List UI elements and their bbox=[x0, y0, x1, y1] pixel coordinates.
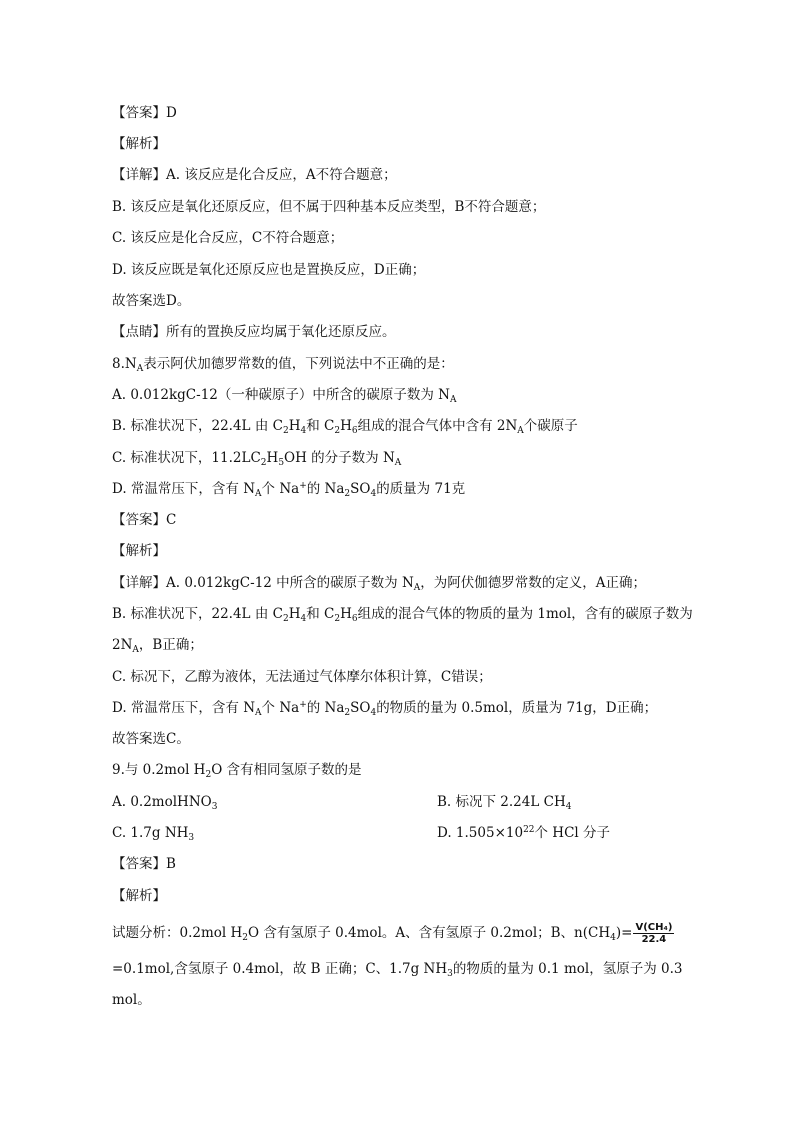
subscript: 3 bbox=[447, 969, 453, 979]
q9-option-d bbox=[437, 824, 610, 842]
detail-text: B. 该反应是氧化还原反应，但不属于四种基本反应类型，B不符合题意； bbox=[112, 199, 546, 215]
explanation-text: O 含有氢原子 0.4mol。A、含有氢原子 0.2mol；B、n(CH bbox=[248, 925, 611, 941]
subscript: A bbox=[394, 458, 402, 468]
option-text: H bbox=[288, 418, 301, 434]
analysis-label: 【解析】 bbox=[112, 543, 166, 559]
subscript: 4 bbox=[610, 933, 616, 943]
q9-explanation-3 bbox=[112, 991, 151, 1009]
subscript: 2 bbox=[334, 426, 341, 436]
subscript: 6 bbox=[351, 614, 358, 624]
option-text: D. 常温常压下，含有 N bbox=[112, 481, 256, 497]
superscript: 22 bbox=[523, 825, 535, 835]
stem-text: O 含有相同氢原子数的是 bbox=[211, 762, 362, 778]
answer-label: 【答案】B bbox=[112, 856, 176, 872]
option-text: H bbox=[340, 418, 352, 434]
detail-text: 个 Na bbox=[261, 700, 300, 716]
answer-label: 【答案】D bbox=[112, 105, 177, 121]
fraction-denominator: 22.4 bbox=[641, 934, 667, 945]
superscript: + bbox=[299, 700, 307, 710]
detail-text: C. 该反应是化合反应，C不符合题意； bbox=[112, 230, 344, 246]
option-text: C. 标准状况下，11.2LC bbox=[112, 450, 261, 466]
q7-answer bbox=[112, 104, 177, 122]
q8-analysis bbox=[112, 542, 166, 560]
option-text: B. 标准状况下，22.4L 由 C bbox=[112, 418, 283, 434]
subscript: 2 bbox=[260, 458, 267, 468]
stem-text: 表示阿伏加德罗常数的值，下列说法中不正确的是： bbox=[143, 356, 454, 372]
explanation-text: mol。 bbox=[112, 992, 151, 1008]
subscript: A bbox=[136, 364, 144, 374]
subscript: 2 bbox=[344, 708, 351, 718]
detail-text: 和 C bbox=[306, 606, 335, 622]
option-text: 和 C bbox=[306, 418, 335, 434]
detail-text: 2N bbox=[112, 637, 133, 653]
option-text: SO bbox=[350, 481, 371, 497]
option-text: 的 Na bbox=[306, 481, 345, 497]
option-text: A. 0.2molHNO bbox=[112, 794, 212, 810]
q7-detail-d bbox=[112, 261, 425, 279]
subscript: 5 bbox=[278, 458, 285, 468]
subscript: 4 bbox=[370, 708, 377, 718]
option-text: A. 0.012kgC-12（一种碳原子）中所含的碳原子数为 N bbox=[112, 387, 450, 403]
explanation-text: )= bbox=[615, 925, 633, 941]
analysis-label: 【解析】 bbox=[112, 136, 166, 152]
subscript: A bbox=[449, 395, 457, 405]
detail-text: H bbox=[340, 606, 352, 622]
answer-label: 【答案】C bbox=[112, 512, 177, 528]
q9-stem bbox=[112, 761, 362, 779]
q8-conclusion bbox=[112, 730, 190, 748]
subscript: 2 bbox=[282, 426, 289, 436]
explanation-text: 的物质的量为 0.1 mol，氢原子为 0.3 bbox=[452, 961, 683, 977]
q7-detail-b bbox=[112, 198, 545, 216]
subscript: A bbox=[517, 426, 524, 436]
detail-text: 的物质的量为 0.5mol，质量为 71g，D正确； bbox=[376, 700, 658, 716]
q8-stem bbox=[112, 355, 454, 373]
option-text: H bbox=[266, 450, 279, 466]
q8-detail-a bbox=[112, 574, 646, 592]
detail-text: ，B正确； bbox=[138, 637, 203, 653]
subscript: 4 bbox=[300, 614, 307, 624]
q7-detail-c bbox=[112, 229, 343, 247]
subscript: A bbox=[255, 489, 262, 499]
q7-conclusion bbox=[112, 292, 190, 310]
q7-detail-a bbox=[112, 166, 397, 184]
subscript: 2 bbox=[205, 770, 212, 780]
option-text: 的质量为 71克 bbox=[376, 481, 466, 497]
q8-detail-b-cont bbox=[112, 636, 203, 654]
detail-text: 组成的混合气体的物质的量为 1mol，含有的碳原子数为 bbox=[357, 606, 693, 622]
q8-detail-c bbox=[112, 668, 492, 686]
explanation-text: 试题分析：0.2mol H bbox=[112, 925, 243, 941]
q7-note bbox=[112, 323, 396, 341]
option-text: B. 标况下 2.24L CH bbox=[437, 794, 566, 810]
q9-explanation-1 bbox=[112, 922, 674, 945]
q9-explanation-2 bbox=[112, 960, 682, 978]
detail-text: C. 标况下，乙醇为液体，无法通过气体摩尔体积计算，C错误； bbox=[112, 669, 492, 685]
q7-analysis bbox=[112, 135, 166, 153]
q8-option-d bbox=[112, 480, 465, 498]
subscript: 2 bbox=[344, 489, 351, 499]
detail-text: 【详解】A. 0.012kgC-12 中所含的碳原子数为 N bbox=[112, 575, 414, 591]
explanation-text: =0.1mol,含氢原子 0.4mol，故 B 正确；C、1.7g NH bbox=[112, 961, 448, 977]
option-text: 个 Na bbox=[261, 481, 300, 497]
q8-option-a bbox=[112, 386, 456, 404]
analysis-label: 【解析】 bbox=[112, 888, 166, 904]
q8-answer bbox=[112, 511, 176, 529]
note-label: 【点睛】 bbox=[112, 324, 166, 340]
note-text: 所有的置换反应均属于氧化还原反应。 bbox=[166, 324, 396, 340]
detail-text: 的 Na bbox=[306, 700, 345, 716]
detail-text: B. 标准状况下，22.4L 由 C bbox=[112, 606, 283, 622]
subscript: A bbox=[413, 583, 421, 593]
option-text: C. 1.7g NH bbox=[112, 825, 189, 841]
option-text: D. 1.505×10 bbox=[437, 825, 524, 841]
stem-text: 9.与 0.2mol H bbox=[112, 762, 206, 778]
superscript: + bbox=[299, 481, 307, 491]
subscript: 6 bbox=[351, 426, 358, 436]
q9-option-c bbox=[112, 824, 194, 842]
q8-option-c bbox=[112, 449, 401, 467]
conclusion-text: 故答案选C。 bbox=[112, 731, 190, 747]
q9-option-a bbox=[112, 793, 217, 811]
subscript: 2 bbox=[282, 614, 289, 624]
detail-text: D. 该反应既是氧化还原反应也是置换反应，D正确； bbox=[112, 262, 426, 278]
detail-text: D. 常温常压下，含有 N bbox=[112, 700, 256, 716]
subscript: 3 bbox=[188, 833, 195, 843]
q9-option-b bbox=[437, 793, 571, 811]
conclusion-text: 故答案选D。 bbox=[112, 293, 191, 309]
q8-detail-d bbox=[112, 699, 657, 717]
q9-analysis bbox=[112, 887, 166, 905]
subscript: 2 bbox=[242, 933, 249, 943]
subscript: 4 bbox=[370, 489, 377, 499]
option-text: 组成的混合气体中含有 2N bbox=[357, 418, 518, 434]
option-text: OH 的分子数为 N bbox=[284, 450, 395, 466]
subscript: 4 bbox=[565, 802, 572, 812]
detail-text: H bbox=[288, 606, 301, 622]
option-text: 个 HCl 分子 bbox=[534, 825, 611, 841]
detail-text: SO bbox=[350, 700, 371, 716]
fraction-numerator: V(CH₄) bbox=[635, 922, 673, 933]
q8-detail-b bbox=[112, 605, 693, 623]
stem-text: 8.N bbox=[112, 356, 137, 372]
q8-option-b bbox=[112, 417, 578, 435]
subscript: A bbox=[132, 645, 139, 655]
subscript: 2 bbox=[334, 614, 341, 624]
volume-fraction bbox=[633, 922, 674, 945]
detail-text: ，为阿伏伽德罗常数的定义，A正确； bbox=[420, 575, 647, 591]
subscript: 3 bbox=[211, 802, 218, 812]
subscript: 4 bbox=[300, 426, 307, 436]
subscript: A bbox=[255, 708, 262, 718]
detail-text: A. 该反应是化合反应，A不符合题意； bbox=[166, 167, 397, 183]
q9-answer bbox=[112, 855, 176, 873]
option-text: 个碳原子 bbox=[523, 418, 578, 434]
detail-label: 【详解】 bbox=[112, 167, 166, 183]
